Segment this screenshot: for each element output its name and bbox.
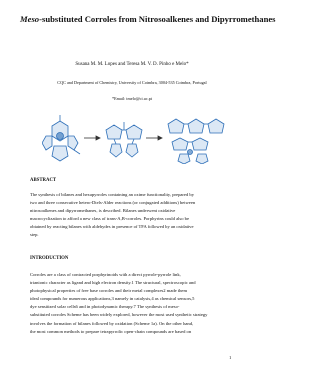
- abstract-line: obtained by reacting bilanes with aldehydes in presence of TFA followed by an oxidative: [30, 224, 194, 230]
- arrow-icon: [146, 136, 162, 140]
- introduction-line: trianionic character as ligand and high electron density.1 The structural, spectroscopic and: [30, 280, 196, 286]
- dipyrromethane-structure-icon: [106, 122, 142, 157]
- graphical-abstract: [42, 112, 226, 164]
- hexapyrrole-structure-icon: [168, 119, 224, 133]
- introduction-line: substituted corroles Scheme has been widely explored, however the most used synthetic strategy: [30, 312, 208, 318]
- contact-email: *Email: tmelo@ci.uc.pt: [111, 96, 153, 101]
- abstract-heading: ABSTRACT: [30, 178, 57, 183]
- introduction-body: [30, 271, 238, 336]
- abstract-line: nitrosoalkenes and dipyrromethanes, is described. Bilanes underwent oxidative: [30, 208, 176, 214]
- introduction-line: Corroles are a class of contracted porphyrinoids with a direct pyrrole-pyrrole link,: [30, 272, 181, 277]
- introduction-line: involves the formation of bilanes followed by oxidation (Scheme 1a). On the other hand,: [30, 320, 194, 326]
- introduction-line: dye sensitized solar cells6 and in photodynamic therapy.7 The synthesis of meso-: [30, 304, 180, 310]
- arrow-icon: [84, 136, 100, 140]
- introduction-line: photophysical properties of free base corroles and their metal complexes2 made them: [30, 288, 188, 294]
- affiliation: CQC and Department of Chemistry, University of Coimbra, 3004-535 Coimbra, Portugal: [57, 80, 207, 85]
- introduction-line: ideal compounds for numerous applications,3 namely in catalysis,4 as chemical sensors,5: [30, 296, 195, 302]
- abstract-line: two and three consecutive hetero-Diels-Alder reactions (or conjugated additions) between: [30, 200, 196, 206]
- abstract-body: [30, 191, 238, 240]
- abstract-line: step.: [30, 232, 39, 238]
- page-number: 1: [229, 355, 232, 360]
- author-list: Susana M. M. Lopes and Teresa M. V. D. Pinho e Melo*: [75, 62, 189, 67]
- corrole-structure-icon: [42, 115, 80, 161]
- bilane-structure-icon: [172, 138, 208, 164]
- title-rest: -substituted Corroles from Nitrosoalkenes and Dipyrromethanes: [39, 14, 276, 24]
- title-italic-part: Meso: [20, 14, 40, 24]
- abstract-line: The synthesis of bilanes and hexapyrroles containing an oxime functionality, prepared by: [30, 192, 195, 197]
- paper-title: [20, 14, 276, 24]
- introduction-line: the most common methods to prepare tetrapyrrolic open-chain compounds are based on: [30, 328, 192, 334]
- introduction-heading: INTRODUCTION: [30, 256, 69, 261]
- abstract-line: macrocyclization to afford a new class of trans-A,B-corroles. Porphyrins could also be: [30, 216, 189, 222]
